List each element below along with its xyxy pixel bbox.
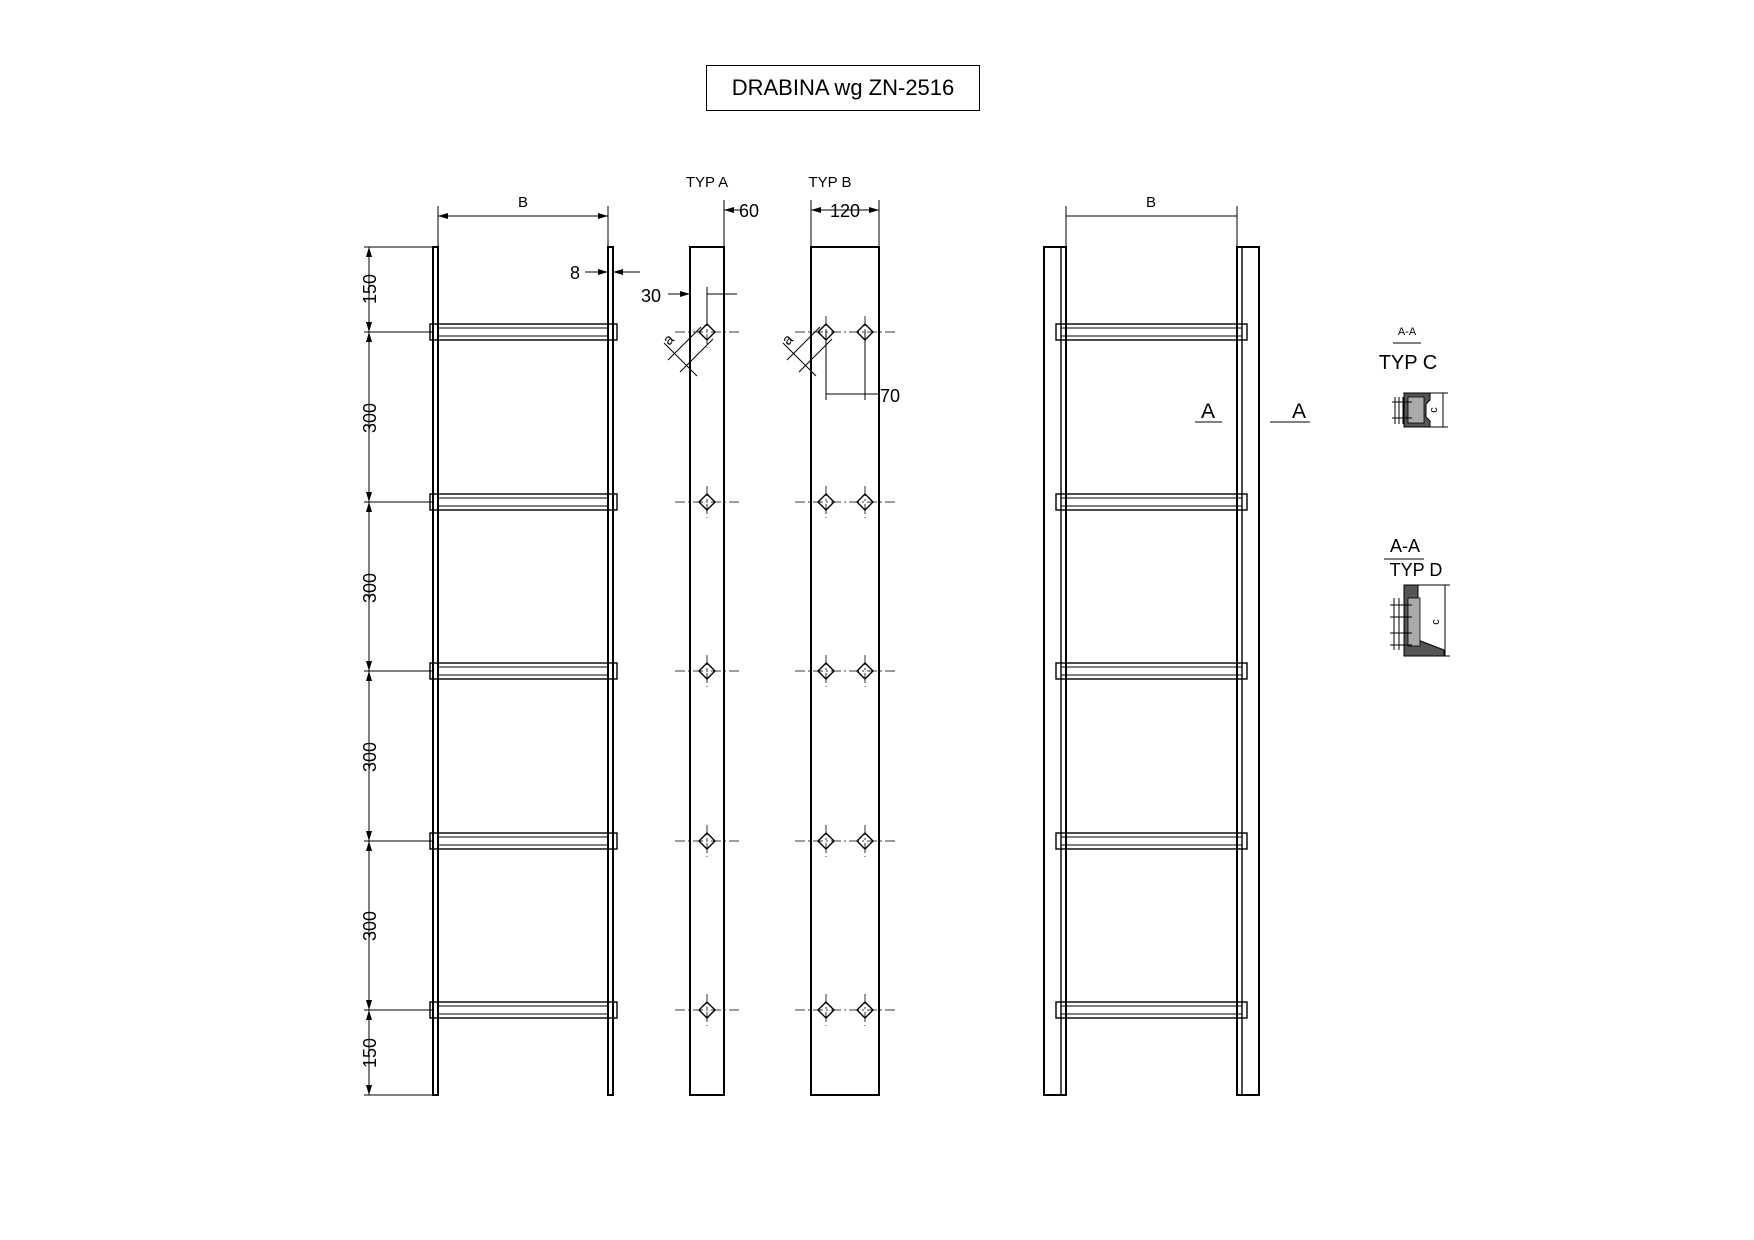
typ-b-label: TYP B: [808, 174, 852, 191]
dim-typ-a-hole-offset-label: 30: [640, 286, 662, 306]
channel-rung-2: [1056, 494, 1247, 510]
drawing-title: DRABINA wg ZN-2516: [706, 65, 980, 111]
channel-rung-4: [1056, 833, 1247, 849]
rungs: [430, 324, 617, 1018]
rung-2: [430, 494, 617, 510]
ladder-front-view: [360, 194, 640, 1095]
left-channel-rail: [1044, 247, 1066, 1095]
channel-rung-1: [1056, 324, 1247, 340]
rung-5: [430, 1002, 617, 1018]
rung-3: [430, 663, 617, 679]
dim-spacing-label-3: 300: [360, 741, 380, 773]
dim-typ-b-width-label: 120: [829, 201, 861, 221]
dim-typ-a-width-label: 60: [738, 201, 760, 221]
right-rail: [608, 247, 613, 1095]
dim-typ-b-hole-size-label: a: [778, 330, 797, 349]
dim-bottom-end-label: 150: [360, 1037, 380, 1069]
typ-a-label: TYP A: [685, 174, 729, 191]
right-channel-rail: [1237, 247, 1259, 1095]
dim-typ-d-height-label: c: [1430, 619, 1442, 625]
dim-typ-a-hole-size-label: a: [659, 330, 678, 349]
section-marker-left: A: [1200, 400, 1216, 423]
typ-c-label: TYP C: [1378, 352, 1438, 374]
channel-rung-5: [1056, 1002, 1247, 1018]
channel-rung-3: [1056, 663, 1247, 679]
vertical-dimension-chain: [364, 247, 433, 1095]
channel-rungs: [1056, 324, 1247, 1018]
dim-spacing-label-2: 300: [360, 572, 380, 604]
typ-c-section: [1379, 326, 1448, 427]
typ-d-label: TYP D: [1389, 560, 1443, 580]
dim-channel-width-label: B: [1145, 194, 1157, 211]
typ-d-section: [1384, 536, 1450, 656]
typ-c-section-label: A-A: [1397, 326, 1417, 338]
rung-4: [430, 833, 617, 849]
dim-width-label: B: [517, 194, 529, 211]
dim-rail-thickness-label: 8: [569, 263, 581, 283]
dim-typ-b-hole-spacing-label: 70: [879, 386, 901, 406]
left-rail: [433, 247, 438, 1095]
ladder-channel-view: [1044, 194, 1310, 1095]
rung-1: [430, 324, 617, 340]
dim-spacing-label-1: 300: [360, 402, 380, 434]
dim-typ-c-height-label: c: [1428, 407, 1440, 413]
typ-b-view: [779, 174, 900, 1095]
typ-a-view: [641, 174, 759, 1095]
typ-a-holes: [675, 316, 739, 1026]
dim-top-end-label: 150: [360, 273, 380, 305]
section-marker-right: A: [1291, 400, 1307, 423]
dim-spacing-label-4: 300: [360, 910, 380, 942]
typ-d-section-label: A-A: [1389, 536, 1421, 556]
